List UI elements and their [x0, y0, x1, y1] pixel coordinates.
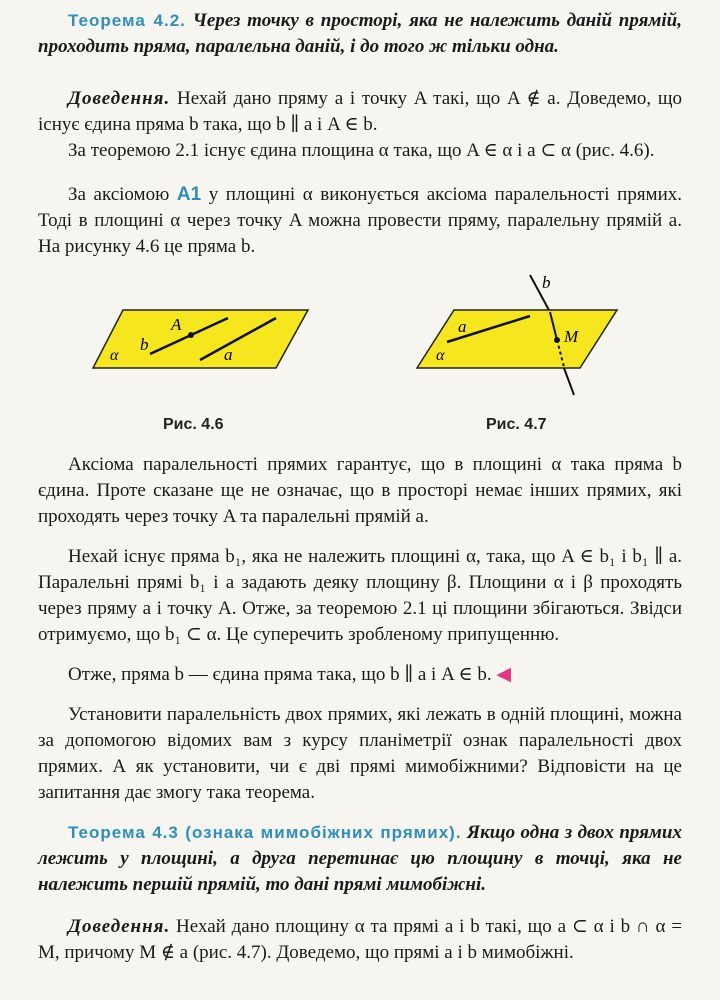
- paragraph-intro-skew: [38, 702, 682, 806]
- fig47-label-m: M: [564, 327, 579, 346]
- paragraph-b1: [38, 544, 682, 648]
- line-b-lower-shape: [564, 368, 574, 395]
- proof-1: [38, 86, 682, 138]
- fig47-label-b: b: [542, 273, 551, 292]
- theorem-4-3-body: Якщо одна з двох прямих лежить у площині, а друга перетинає цю площину в точці, яка не належить першій прямій, то дані прямі мимобіжні.: [38, 822, 683, 895]
- paragraph-theorem-2-1-text: За теоремою 2.1 існує єдина площина α така, що A ∈ α і a ⊂ α (рис. 4.6).: [68, 140, 655, 161]
- fig46-label-a-point: A: [171, 315, 182, 334]
- figure-4-6: [88, 300, 318, 380]
- plane-alpha-shape: [417, 310, 617, 368]
- theorem-4-2-title: Теорема 4.2.: [68, 11, 186, 30]
- figure-4-7: [402, 270, 622, 400]
- fig46-label-alpha: α: [110, 347, 119, 364]
- point-a-dot: [188, 332, 194, 338]
- fig46-label-a-line: a: [224, 345, 233, 364]
- proof-1-text: Нехай дано пряму a і точку A такі, що A ∉ a. Доведемо, що існує єдина пряма b така, що b ∥ a і A ∈ b.: [38, 88, 683, 135]
- fig47-label-a: a: [458, 317, 467, 336]
- fig47-label-alpha: α: [436, 347, 445, 364]
- paragraph-intro-skew-text: Установити паралельність двох прямих, які лежать в одній площині, можна за допомогою відомих вам з курсу планіметрії ознак паралельності двох прямих. А як установити, чи є дві прямі мимобіжними? Відповісти на це запитання дає змогу така теорема.: [38, 704, 682, 803]
- end-of-proof-icon: ◀: [496, 664, 511, 685]
- proof-1-label: Доведення.: [68, 88, 171, 109]
- figure-4-6-caption: Рис. 4.6: [163, 416, 224, 433]
- paragraph-uniqueness: [38, 452, 682, 530]
- proof-2-text: Нехай дано площину α та прямі a і b такі, що a ⊂ α і b ∩ α = M, причому M ∉ a (рис. 4.7). Доведемо, що прямі a і b мимобіжні.: [38, 916, 682, 963]
- point-m-dot: [554, 337, 560, 343]
- paragraph-b1-text: Нехай існує пряма b₁, яка не належить площині α, така, що A ∈ b₁ і b₁ ∥ a. Паралельні прямі b₁ і a задають деяку площину β. Площини α і β проходять через пряму a і точку A. Отже, за теоремою 2.1 ці площини збігаються. Звідси отримуємо, що b₁ ⊂ α. Це суперечить зробленому припущенню.: [38, 546, 682, 645]
- theorem-4-3: [38, 820, 682, 898]
- paragraph-uniqueness-text: Аксіома паралельності прямих гарантує, що в площині α така пряма b єдина. Проте сказане ще не означає, що в просторі немає інших прямих, які проходять через точку A та паралельні прямій a.: [38, 454, 682, 527]
- theorem-4-2: [38, 8, 682, 60]
- fig46-label-b: b: [140, 335, 149, 354]
- theorem-4-2-body: Через точку в просторі, яка не належить даній прямій, проходить пряма, паралельна даній, і до того ж тільки одна.: [38, 10, 682, 57]
- proof-2: [38, 914, 682, 966]
- paragraph-axiom-after: у площині α виконується аксіома паралельності прямих. Тоді в площині α через точку A можна провести пряму, паралельну прямій a. На рисунку 4.6 це пряма b.: [38, 184, 682, 257]
- figure-4-7-caption: Рис. 4.7: [486, 416, 547, 433]
- paragraph-theorem-2-1: [38, 138, 682, 164]
- paragraph-axiom-before: За аксіомою: [68, 184, 177, 205]
- paragraph-conclusion: [38, 662, 682, 688]
- proof-2-label: Доведення.: [68, 916, 171, 937]
- paragraph-conclusion-text: Отже, пряма b — єдина пряма така, що b ∥ a і A ∈ b.: [68, 664, 492, 685]
- paragraph-axiom: [38, 182, 682, 260]
- axiom-a1-link[interactable]: A1: [176, 184, 202, 205]
- theorem-4-3-title: Теорема 4.3 (ознака мимобіжних прямих).: [68, 823, 462, 842]
